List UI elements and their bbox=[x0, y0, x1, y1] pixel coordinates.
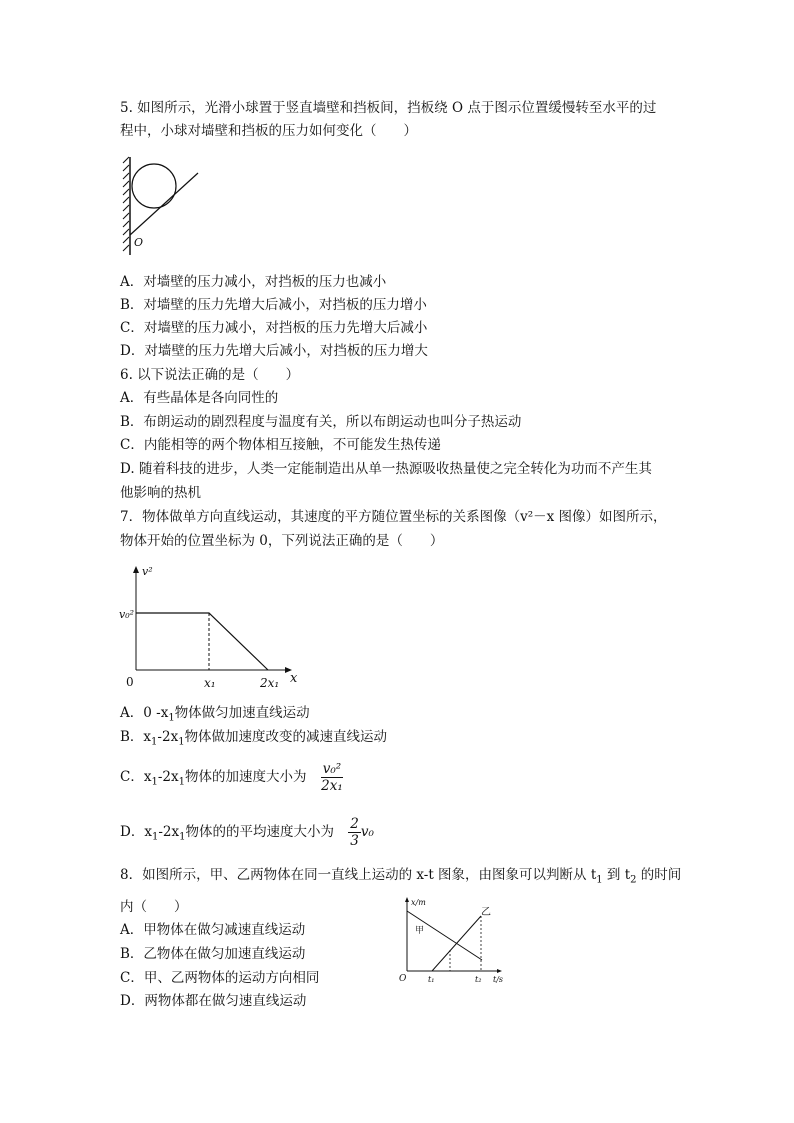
q7-graph bbox=[118, 560, 308, 695]
point-o-label: O bbox=[134, 236, 144, 249]
q6-option-d-line1: D. 随着科技的进步，人类一定能制造出从单一热源吸收热量使之完全转化为功而不产生其 bbox=[120, 461, 652, 477]
q8-option-a: A．甲物体在做匀减速直线运动 bbox=[120, 922, 306, 938]
q5-stem-line2: 程中，小球对墙壁和挡板的压力如何变化（ ） bbox=[120, 123, 417, 139]
q7-option-d: D．$x_1-2x_1$物体的的平均速度大小为 $\frac{2}{3}$ v₀ bbox=[120, 816, 374, 849]
q6-option-c: C．内能相等的两个物体相互接触，不可能发生热传递 bbox=[120, 437, 441, 453]
q8-stem-line1: 8．如图所示，甲、乙两物体在同一直线上运动的 x-t 图象，由图象可以判断从 $t_1$ 到 $t_2$ 的时间 bbox=[120, 867, 682, 886]
v2-x-curve bbox=[136, 613, 268, 670]
avg-velocity-fraction: $\frac{2}{3}$ bbox=[350, 816, 359, 849]
x-axis-label: x bbox=[290, 671, 298, 686]
q5-option-a: A．对墙壁的压力减小，对挡板的压力也减小 bbox=[120, 274, 387, 290]
x-axis-title: x/m bbox=[411, 898, 426, 907]
yi-line bbox=[432, 916, 481, 971]
v0sq-label: v₀² bbox=[119, 608, 135, 621]
q8-option-d: D．两物体都在做匀速直线运动 bbox=[120, 993, 307, 1009]
q5-option-c: C．对墙壁的压力减小，对挡板的压力先增大后减小 bbox=[120, 320, 428, 336]
q8-option-b: B．乙物体在做匀加速直线运动 bbox=[120, 946, 306, 962]
q6-option-b: B．布朗运动的剧烈程度与温度有关，所以布朗运动也叫分子热运动 bbox=[120, 414, 522, 430]
y-axis-label: v² bbox=[142, 565, 153, 578]
jia-label: 甲 bbox=[415, 926, 425, 936]
yi-label: 乙 bbox=[481, 907, 491, 918]
q5-figure bbox=[118, 155, 208, 260]
t1-label: t₁ bbox=[428, 975, 435, 984]
ball bbox=[132, 164, 176, 208]
q8-option-c: C．甲、乙两物体的运动方向相同 bbox=[120, 970, 320, 986]
origin-label: 0 bbox=[126, 675, 134, 689]
q8-graph bbox=[395, 893, 515, 988]
q7-stem-line2: 物体开始的位置坐标为 0，下列说法正确的是（ ） bbox=[120, 533, 444, 549]
x2-label: 2x₁ bbox=[260, 676, 280, 690]
q6-stem: 6. 以下说法正确的是（ ） bbox=[120, 367, 300, 383]
q6-option-a: A．有些晶体是各向同性的 bbox=[120, 390, 279, 406]
q8-stem-line2: 内（ ） bbox=[120, 899, 188, 915]
q5-stem-line1: 5. 如图所示，光滑小球置于竖直墙壁和挡板间，挡板绕 O 点于图示位置缓慢转至水平的过 bbox=[120, 100, 657, 116]
q6-option-d-line2: 他影响的热机 bbox=[120, 485, 201, 501]
x1-label: x₁ bbox=[204, 676, 216, 690]
accel-fraction: $\frac{\text{v₀²}}{\text{2x₁}}$ bbox=[321, 761, 343, 794]
q7-option-b: B．$x_1-2x_1$物体做加速度改变的减速直线运动 bbox=[120, 729, 388, 748]
q5-option-d: D．对墙壁的压力先增大后减小，对挡板的压力增大 bbox=[120, 343, 428, 359]
q7-option-a: A．0 $-x_1$物体做匀加速直线运动 bbox=[120, 705, 310, 724]
q5-option-b: B．对墙壁的压力先增大后减小，对挡板的压力增小 bbox=[120, 297, 427, 313]
baffle-board bbox=[130, 173, 198, 235]
t2-label: t₂ bbox=[475, 975, 482, 984]
q7-stem-line1: 7．物体做单方向直线运动，其速度的平方随位置坐标的关系图像（v²－x 图像）如图所示， bbox=[120, 509, 667, 525]
q7-option-c: C．$x_1-2x_1$物体的加速度大小为 $\frac{\text{v₀²}}{\text{2x₁}}$ bbox=[120, 761, 343, 794]
origin-label: O bbox=[399, 974, 407, 984]
t-axis-title: t/s bbox=[493, 975, 504, 984]
